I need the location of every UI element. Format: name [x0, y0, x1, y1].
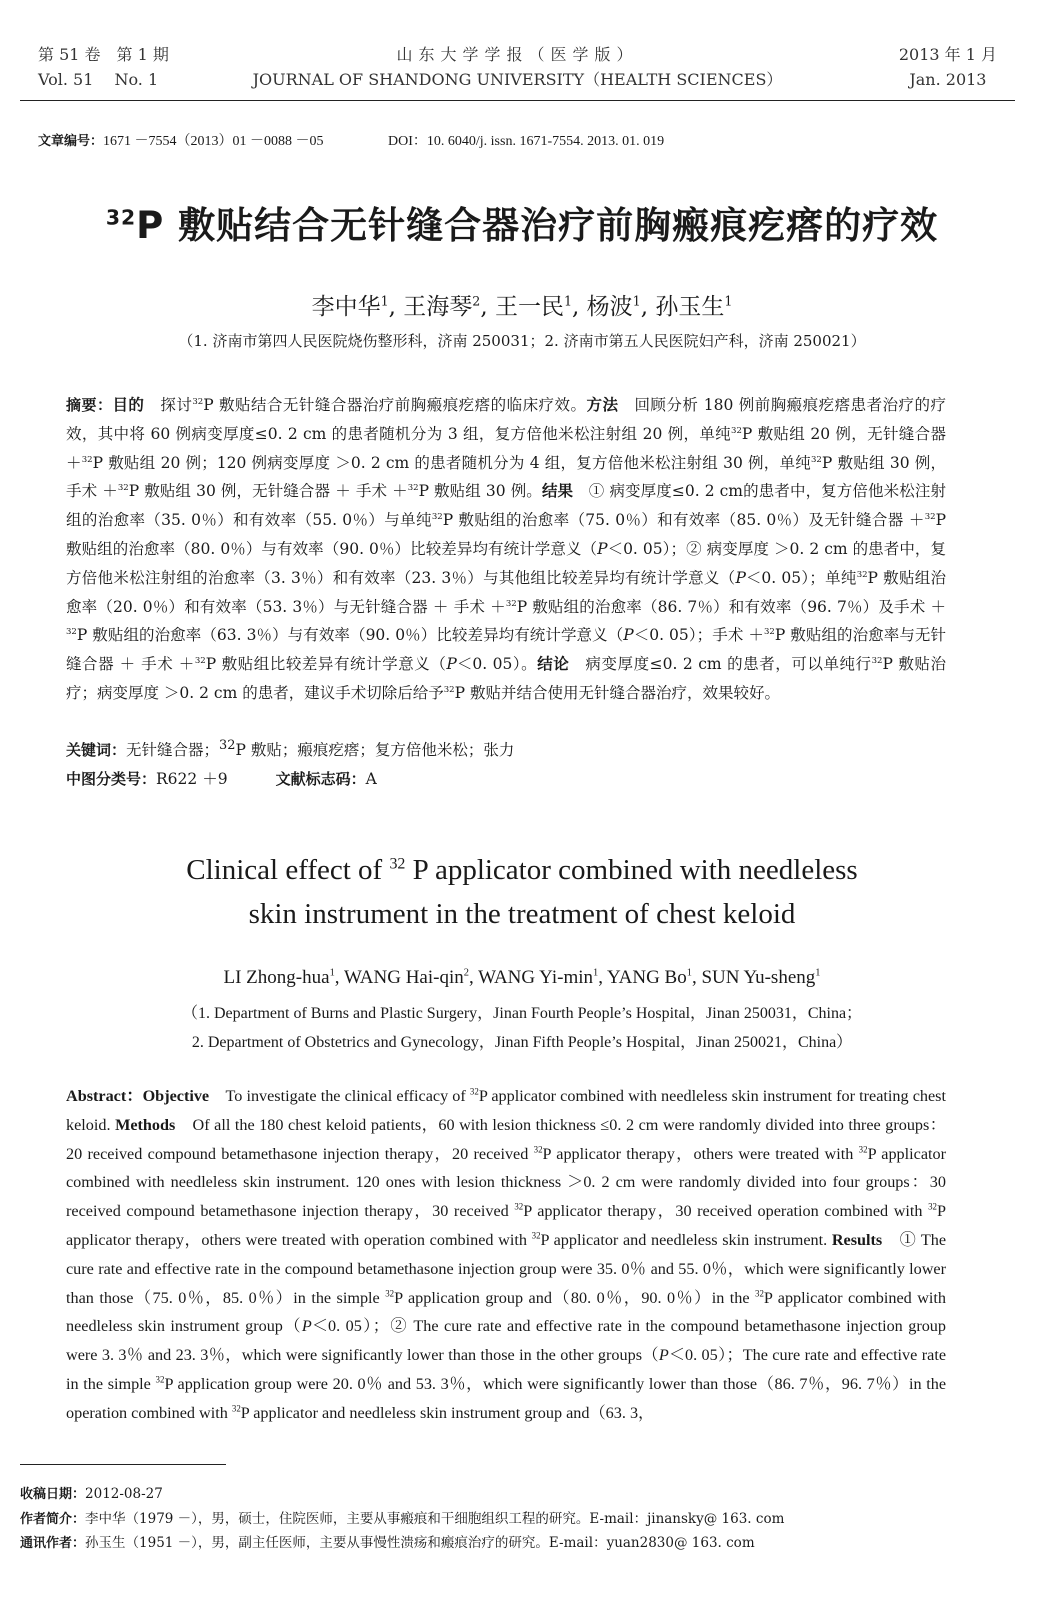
clc-value: R622 ＋9	[156, 770, 228, 788]
affiliation-en-line: 2. Department of Obstetrics and Gynecology，Jinan Fifth People’s Hospital，Jinan 250021，China）	[191, 1034, 853, 1051]
sup: 32	[755, 1288, 764, 1299]
title-en-line2: skin instrument in the treatment of chest keloid	[248, 898, 796, 930]
authors-en: LI Zhong-hua$^1$, WANG Hai-qin$^2$, WANG $Yi-\min^1$, YANG Bo$^1$, SUN Yu-sheng$^1$	[223, 967, 821, 988]
footnote-corresponding	[20, 1531, 755, 1551]
author-zh: 孙玉生	[655, 294, 725, 320]
text: P applicator combined with needleless skin instrument group（	[66, 1288, 947, 1336]
sup: 32	[469, 1086, 479, 1097]
date-zh: 2013 年 1 月	[898, 45, 997, 64]
p-value: P	[658, 1346, 669, 1365]
affiliation-en	[0, 999, 1044, 1057]
sup: 32	[731, 425, 742, 436]
sup: 32	[66, 627, 77, 638]
sup: 32	[443, 684, 455, 695]
p-value: P	[623, 626, 634, 645]
text: P 敷贴组的治愈率（75. 0％）和有效率（85. 0％）及无针缝合器 ＋	[442, 511, 925, 530]
text: P 敷贴组的治愈率与无针缝合器 ＋ 手术 ＋	[66, 626, 946, 674]
text: Of all the 180 chest keloid patients，60 with lesion thickness ≤0. 2 cm were randomly divided into three groups：20 received compound betamethasone injection therapy，20 received	[66, 1115, 946, 1163]
p-value: P	[735, 568, 746, 587]
sup: 32	[407, 483, 419, 494]
received-date: 2012-08-27	[85, 1486, 163, 1502]
sup: 32	[924, 512, 936, 523]
title-en-text: P applicator combined with needleless	[405, 854, 858, 886]
text: ＜0. 05）；单纯	[745, 568, 857, 587]
author-aff: 1	[563, 293, 573, 309]
doc-code-label: 文献标志码：	[275, 770, 366, 788]
author-aff: 1	[724, 293, 733, 309]
abstract-en-label: Abstract：	[66, 1087, 143, 1105]
text: P 敷贴组 20 例；120 例病变厚度 ＞0. 2 cm 的患者随机分为 4 组，复方倍他米松注射组 30 例，单纯	[92, 453, 812, 472]
p-value: P	[597, 539, 608, 558]
methods-label: 方法	[586, 395, 619, 414]
author-bio: 李中华（1979 －），男，硕士，住院医师，主要从事瘢痕和干细胞组织工程的研究。E-mail：jinansky@ 163. com	[85, 1511, 785, 1527]
title-en	[0, 848, 1044, 936]
sup: 32	[858, 1144, 868, 1155]
text: To investigate the clinical efficacy of	[209, 1087, 470, 1105]
author-zh: 李中华	[311, 294, 381, 320]
sup: 32	[81, 454, 93, 465]
text: ① The cure rate and effective rate in the compound betamethasone injection group were 35. 0％ and 55. 0％，which were significantly lower than those（75. 0％，85. 0％）in the simple	[66, 1230, 947, 1307]
journal-name-zh: 山东大学学报（医学版）	[396, 45, 639, 64]
article-no: 1671 －7554（2013）01 －0088 －05	[103, 134, 324, 149]
text: P 敷贴组比较差异有统计学意义（	[205, 655, 447, 674]
text: P application group were 20. 0％ and 53. 3％，which were significantly lower than those（86. 7％，96. 7％）in the operation combined with	[66, 1374, 947, 1422]
author-bio-label: 作者简介：	[20, 1512, 86, 1527]
objective-label: 目的	[112, 395, 145, 414]
volume-en: Vol. 51 No. 1	[38, 70, 159, 89]
article-no-label: 文章编号：	[38, 134, 104, 149]
sup: 32	[533, 1144, 543, 1155]
author-aff: 1	[329, 967, 335, 979]
text: P applicator combined with needleless skin instrument. 120 ones with lesion thickness ＞0. 2 cm were randomly divided into four groups：30 received compound betamethasone injection therapy，30 received	[66, 1144, 946, 1221]
footnote-rule	[20, 1464, 226, 1465]
sup: 32	[194, 656, 206, 667]
text: P 敷贴组的治愈率（63. 3％）与有效率（90. 0％）比较差异均有统计学意义（	[76, 626, 624, 645]
corresponding-label: 通讯作者：	[20, 1536, 86, 1551]
sup: 32	[856, 569, 868, 580]
text: ＜0. 05）；② The cure rate and effective rate in the compound betamethasone injection group were 3. 3％ and 23. 3％，which were significantly lower than those in the other groups（	[66, 1317, 946, 1365]
text: ＜0. 05）；手术 ＋	[633, 626, 764, 645]
author-aff: 1	[380, 293, 389, 309]
footnote-received	[20, 1483, 163, 1502]
text: 回顾分析 180 例前胸瘢痕疙瘩患者治疗的疗效，其中将 60 例病变厚度≤0. 2 cm 的患者随机分为 3 组，复方倍他米松注射组 20 例，单纯	[66, 396, 946, 443]
sup: 32	[219, 738, 236, 753]
text: ① 病变厚度≤0. 2 cm的患者中，复方倍他米松注射组的治愈率（35. 0％）和有效率（55. 0％）与单纯	[66, 482, 946, 530]
journal-name	[20, 42, 1015, 92]
title-zh	[0, 195, 1044, 249]
sup: 32	[385, 1288, 395, 1299]
sup: 32	[192, 396, 204, 407]
received-label: 收稿日期：	[20, 1487, 86, 1502]
author-en: WANG Yi-min	[478, 967, 593, 988]
text: P applicator and needleless skin instrument.	[540, 1230, 832, 1249]
objective-label: Objective	[142, 1087, 210, 1105]
sup: 32	[871, 656, 883, 667]
results-label: 结果	[541, 481, 574, 501]
text: P applicator therapy，others were treated with	[542, 1144, 859, 1163]
text: P 敷贴组的治愈率（80. 0％）与有效率（90. 0％）比较差异均有统计学意义（	[66, 511, 946, 558]
classification	[66, 767, 377, 789]
text: P applicator combined with needleless skin instrument for treating chest keloid.	[66, 1087, 946, 1134]
author-aff: 1	[593, 967, 599, 979]
sup: 32	[505, 598, 517, 609]
corresponding-author: 孙玉生（1951 －），男，副主任医师，主要从事慢性溃疡和瘢痕治疗的研究。E-mail：yuan2830@ 163. com	[85, 1535, 755, 1551]
text: 探讨	[144, 396, 193, 414]
article-meta	[38, 130, 665, 150]
doc-code-value: A	[365, 770, 377, 788]
text: P 敷贴组 30 例。	[418, 482, 542, 501]
date-en: Jan. 2013	[909, 70, 987, 89]
author-aff: 1	[632, 293, 641, 309]
results-label: Results	[831, 1230, 883, 1249]
text: P 敷贴组的治愈率（86. 7％）和有效率（96. 7％）及手术 ＋	[516, 597, 946, 616]
text: ＜0. 05）。	[456, 655, 538, 674]
sup: 32	[155, 1374, 165, 1385]
text: P applicator therapy，others were treated with operation combined with	[66, 1202, 946, 1249]
p-value: P	[446, 655, 457, 674]
text: P 敷贴治疗；病变厚度 ＞0. 2 cm 的患者，建议手术切除后给予	[66, 655, 946, 702]
text: ＜0. 05）；The cure rate and effective rate in the simple	[66, 1346, 947, 1393]
affiliation-en-line: （1. Department of Burns and Plastic Surgery，Jinan Fourth People’s Hospital，Jinan 250031，China；	[181, 1005, 863, 1022]
clc-label: 中图分类号：	[66, 770, 157, 788]
sup: 32	[231, 1403, 241, 1414]
author-aff: 2	[472, 293, 481, 309]
author-aff: 1	[815, 967, 821, 979]
text: P 敷贴结合无针缝合器治疗前胸瘢痕疙瘩的临床疗效。	[203, 396, 587, 414]
conclusion-label: 结论	[537, 654, 570, 674]
author-en: YANG Bo	[607, 967, 687, 988]
text: P 敷贴组 30 例，无针缝合器 ＋ 手术 ＋	[128, 482, 408, 501]
sup: 32	[531, 1230, 541, 1241]
author-zh: 王一民	[494, 294, 564, 320]
issue-date	[899, 42, 997, 92]
text: P 敷贴组 20 例，无针缝合器 ＋	[66, 424, 947, 472]
text: P application group and（80. 0％，90. 0％）in the	[394, 1288, 755, 1307]
doi: DOI：10. 6040/j. issn. 1671-7554. 2013. 01. 019	[388, 134, 665, 149]
title-zh-text: P 敷贴结合无针缝合器治疗前胸瘢痕疙瘩的疗效	[136, 204, 939, 247]
title-en-isotope: 32	[389, 855, 406, 873]
sup: 32	[764, 627, 775, 638]
keywords-text: 无针缝合器；	[126, 741, 220, 760]
author-zh: 杨波	[586, 294, 633, 320]
author-aff: 1	[686, 967, 692, 979]
keywords-text: P 敷贴；瘢痕疙瘩；复方倍他米松；张力	[235, 741, 515, 760]
title-isotope: 32	[105, 205, 137, 230]
text: P applicator and needleless skin instrument group and（63. 3，	[240, 1403, 655, 1422]
text: P 敷贴组 30 例，手术 ＋	[66, 453, 946, 501]
sup: 32	[431, 512, 443, 523]
sup: 32	[928, 1201, 937, 1212]
text: P 敷贴组治愈率（20. 0％）和有效率（53. 3％）与无针缝合器 ＋ 手术 ＋	[66, 568, 946, 616]
p-value: P	[301, 1317, 312, 1336]
methods-label: Methods	[115, 1115, 176, 1134]
keywords-label: 关键词：	[66, 741, 127, 760]
text: 病变厚度≤0. 2 cm 的患者，可以单纯行	[569, 655, 872, 674]
volume-zh: 第 51 卷 第 1 期	[38, 45, 169, 64]
text: ＜0. 05）；② 病变厚度 ＞0. 2 cm 的患者中，复方倍他米松注射组的治愈率（3. 3％）和有效率（23. 3％）与其他组比较差异均有统计学意义（	[66, 539, 946, 587]
author-en: SUN Yu-sheng	[701, 967, 816, 988]
sup: 32	[811, 454, 822, 465]
author-en: LI Zhong-hua	[223, 967, 330, 988]
affiliation-zh: （1. 济南市第四人民医院烧伤整形科，济南 250031；2. 济南市第五人民医院妇产科，济南 250021）	[178, 332, 866, 350]
sup: 32	[514, 1201, 524, 1212]
text: P 敷贴并结合使用无针缝合器治疗，效果较好。	[454, 683, 780, 702]
text: P applicator therapy，30 received operation combined with	[523, 1202, 929, 1221]
title-en-text: Clinical effect of	[186, 854, 390, 886]
authors-zh: 李中华$^1$, 王海琴$^2$, 王一民$^1$, 杨波$^1$, 孙玉生$^1$	[311, 293, 733, 320]
journal-name-en: JOURNAL OF SHANDONG UNIVERSITY（HEALTH SCIENCES）	[252, 70, 783, 89]
journal-header	[20, 42, 1015, 101]
abstract-zh-label: 摘要：	[66, 396, 113, 414]
author-en: WANG Hai-qin	[343, 967, 464, 988]
footnote-author	[20, 1507, 784, 1527]
author-zh: 王海琴	[403, 294, 473, 320]
abstract-zh	[66, 391, 946, 708]
keywords-zh	[66, 738, 514, 760]
sup: 32	[117, 483, 129, 494]
abstract-en	[66, 1082, 946, 1428]
author-aff: 2	[463, 967, 469, 979]
